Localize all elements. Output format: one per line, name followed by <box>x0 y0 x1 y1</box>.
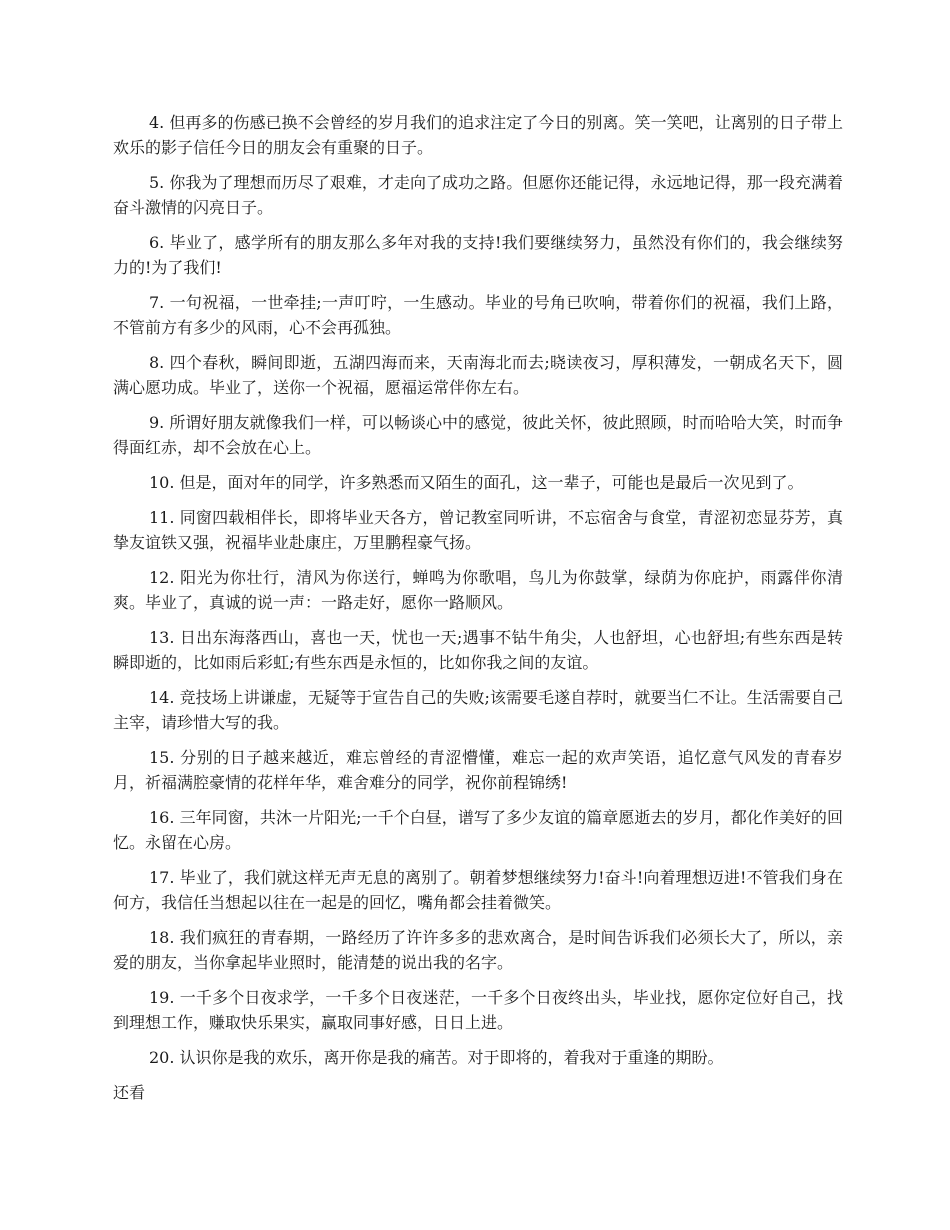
paragraph-16: 16. 三年同窗，共沐一片阳光;一千个白昼，谱写了多少友谊的篇章愿逝去的岁月，都化作美好的回忆。永留在心房。 <box>113 808 843 852</box>
paragraph-18: 18. 我们疯狂的青春期，一路经历了许许多多的悲欢离合，是时间告诉我们必须长大了，所以，亲爱的朋友，当你拿起毕业照时，能清楚的说出我的名字。 <box>113 928 843 972</box>
paragraph-13: 13. 日出东海落西山，喜也一天，忧也一天;遇事不钻牛角尖，人也舒坦，心也舒坦;有些东西是转瞬即逝的，比如雨后彩虹;有些东西是永恒的，比如你我之间的友谊。 <box>113 628 843 672</box>
paragraph-12: 12. 阳光为你壮行，清风为你送行，蝉鸣为你歌唱，鸟儿为你鼓掌，绿荫为你庇护，雨露伴你清爽。毕业了，真诚的说一声：一路走好，愿你一路顺风。 <box>113 568 843 612</box>
paragraph-8: 8. 四个春秋，瞬间即逝，五湖四海而来，天南海北而去;晓读夜习，厚积薄发，一朝成名天下，圆满心愿功成。毕业了，送你一个祝福，愿福运常伴你左右。 <box>113 353 843 397</box>
paragraph-15: 15. 分别的日子越来越近，难忘曾经的青涩懵懂，难忘一起的欢声笑语，追忆意气风发的青春岁月，祈福满腔豪情的花样年华，难舍难分的同学，祝你前程锦绣! <box>113 748 843 792</box>
paragraph-17: 17. 毕业了，我们就这样无声无息的离别了。朝着梦想继续努力!奋斗!向着理想迈进!不管我们身在何方，我信任当想起以往在一起是的回忆，嘴角都会挂着微笑。 <box>113 868 843 912</box>
paragraph-9: 9. 所谓好朋友就像我们一样，可以畅谈心中的感觉，彼此关怀，彼此照顾，时而哈哈大笑，时而争得面红赤，却不会放在心上。 <box>113 413 843 457</box>
paragraph-4: 4. 但再多的伤感已换不会曾经的岁月我们的追求注定了今日的别离。笑一笑吧，让离别的日子带上欢乐的影子信任今日的朋友会有重聚的日子。 <box>113 113 843 157</box>
paragraph-10: 10. 但是，面对年的同学，许多熟悉而又陌生的面孔，这一辈子，可能也是最后一次见到了。 <box>149 473 804 492</box>
paragraph-14: 14. 竞技场上讲谦虚，无疑等于宣告自己的失败;该需要毛遂自荐时，就要当仁不让。生活需要自己主宰，请珍惜大写的我。 <box>113 688 843 732</box>
document-body <box>113 110 843 1105</box>
paragraph-7: 7. 一句祝福，一世牵挂;一声叮咛，一生感动。毕业的号角已吹响，带着你们的祝福，我们上路，不管前方有多少的风雨，心不会再孤独。 <box>113 293 843 337</box>
paragraph-6: 6. 毕业了，感学所有的朋友那么多年对我的支持!我们要继续努力，虽然没有你们的，我会继续努力的!为了我们! <box>113 233 843 277</box>
tail-text: 还看 <box>113 1083 146 1102</box>
paragraph-5: 5. 你我为了理想而历尽了艰难，才走向了成功之路。但愿你还能记得，永远地记得，那一段充满着奋斗激情的闪亮日子。 <box>113 173 843 217</box>
paragraph-19: 19. 一千多个日夜求学，一千多个日夜迷茫，一千多个日夜终出头，毕业找，愿你定位好自己，找到理想工作，赚取快乐果实，赢取同事好感，日日上进。 <box>113 988 843 1032</box>
paragraph-20: 20. 认识你是我的欢乐，离开你是我的痛苦。对于即将的，着我对于重逢的期盼。 <box>149 1048 724 1067</box>
paragraph-11: 11. 同窗四载相伴长，即将毕业天各方，曾记教室同听讲，不忘宿舍与食堂，青涩初恋显芬芳，真挚友谊铁又强，祝福毕业赴康庄，万里鹏程豪气扬。 <box>113 508 843 552</box>
